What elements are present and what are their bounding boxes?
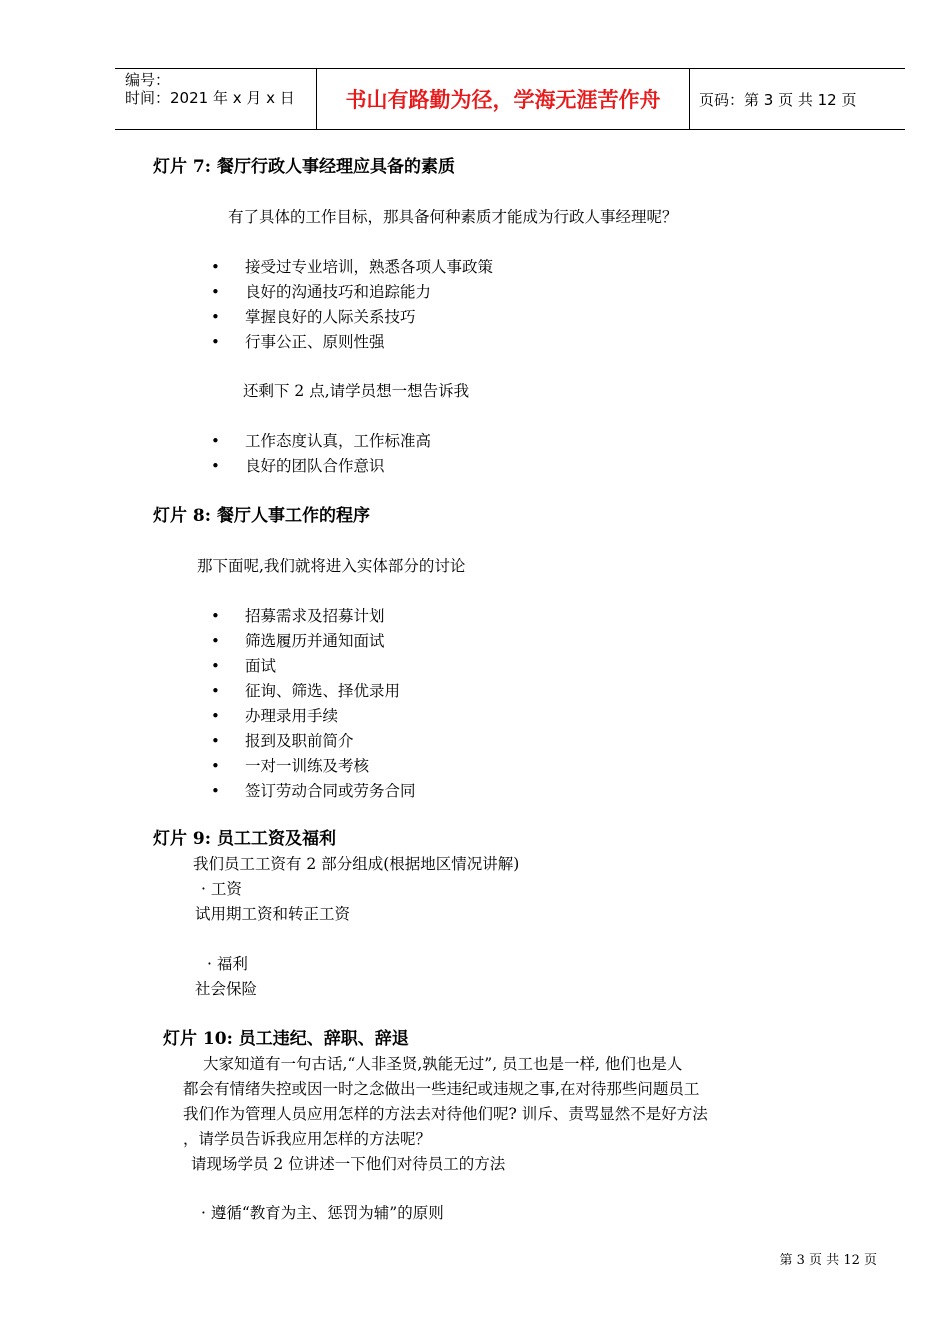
header-info — [115, 69, 315, 129]
bullet-dot: • — [211, 757, 220, 775]
bullet-dot: • — [211, 607, 220, 625]
list-item: 良好的团队合作意识 — [245, 457, 385, 475]
wage-heading: · 工资 — [201, 880, 242, 898]
list-item: 办理录用手续 — [245, 707, 339, 725]
bullet-dot: • — [211, 682, 220, 700]
slide10-para-line: ，请学员告诉我应用怎样的方法呢？ — [183, 1130, 432, 1148]
welfare-text: 社会保险 — [195, 980, 258, 998]
list-item: 签订劳动合同或劳务合同 — [245, 782, 416, 800]
header-motto-cell — [316, 69, 690, 129]
slide10-para-line: 都会有情绪失控或因一时之念做出一些违纪或违规之事,在对待那些问题员工 — [183, 1080, 700, 1098]
slide8-intro: 那下面呢,我们就将进入实体部分的讨论 — [197, 557, 466, 575]
bullet-dot: • — [211, 457, 220, 475]
slide9-title: 灯片 9: 员工工资及福利 — [153, 829, 336, 849]
bullet-dot: • — [211, 258, 220, 276]
list-item: 筛选履历并通知面试 — [245, 632, 385, 650]
list-item: 掌握良好的人际关系技巧 — [245, 308, 416, 326]
wage-text: 试用期工资和转正工资 — [195, 905, 351, 923]
bullet-dot: • — [211, 707, 220, 725]
page-label: 页码：第 3 页 共 12 页 — [699, 90, 857, 109]
list-item: 行事公正、原则性强 — [245, 333, 385, 351]
page-header — [115, 68, 905, 130]
time-label: 时间：2021 年 x 月 x 日 — [125, 89, 295, 107]
list-item: 一对一训练及考核 — [245, 757, 370, 775]
slide10-ask: 请现场学员 2 位讲述一下他们对待员工的方法 — [191, 1155, 506, 1173]
slide7-title: 灯片 7: 餐厅行政人事经理应具备的素质 — [153, 157, 455, 177]
header-page-cell — [689, 69, 905, 129]
list-item: 面试 — [245, 657, 277, 675]
bullet-dot: • — [211, 732, 220, 750]
slide10-principle: · 遵循“教育为主、惩罚为辅”的原则 — [201, 1204, 444, 1222]
list-item: 接受过专业培训，熟悉各项人事政策 — [245, 258, 494, 276]
bullet-dot: • — [211, 432, 220, 450]
slide8-title: 灯片 8: 餐厅人事工作的程序 — [153, 506, 370, 526]
number-label: 编号： — [125, 71, 171, 89]
slide7-intro: 有了具体的工作目标，那具备何种素质才能成为行政人事经理呢？ — [228, 208, 678, 226]
slide7-note: 还剩下 2 点,请学员想一想告诉我 — [243, 382, 470, 400]
slide9-intro: 我们员工工资有 2 部分组成(根据地区情况讲解) — [193, 855, 520, 873]
bullet-dot: • — [211, 308, 220, 326]
list-item: 工作态度认真，工作标准高 — [245, 432, 432, 450]
bullet-dot: • — [211, 657, 220, 675]
page-footer: 第 3 页 共 12 页 — [779, 1253, 877, 1268]
slide10-para-line: 大家知道有一句古话,“人非圣贤,孰能无过”, 员工也是一样, 他们也是人 — [203, 1055, 683, 1073]
list-item: 征询、筛选、择优录用 — [245, 682, 401, 700]
bullet-dot: • — [211, 632, 220, 650]
bullet-dot: • — [211, 283, 220, 301]
bullet-dot: • — [211, 782, 220, 800]
slide10-para-line: 我们作为管理人员应用怎样的方法去对待他们呢? 训斥、责骂显然不是好方法 — [183, 1105, 708, 1123]
bullet-dot: • — [211, 333, 220, 351]
slide10-title: 灯片 10: 员工违纪、辞职、辞退 — [163, 1029, 409, 1049]
list-item: 良好的沟通技巧和追踪能力 — [245, 283, 432, 301]
list-item: 招募需求及招募计划 — [245, 607, 385, 625]
list-item: 报到及职前简介 — [245, 732, 354, 750]
welfare-heading: · 福利 — [207, 955, 248, 973]
motto: 书山有路勤为径，学海无涯苦作舟 — [345, 88, 661, 112]
